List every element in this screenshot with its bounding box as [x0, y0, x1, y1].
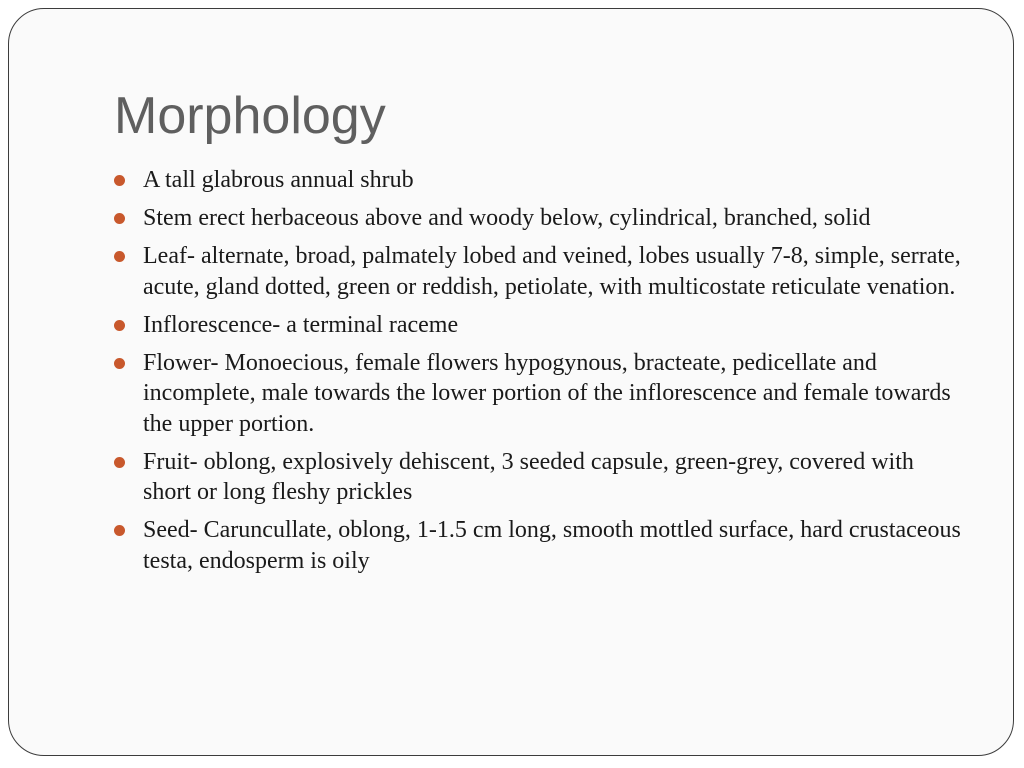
bullet-item [143, 241, 963, 302]
bullet-dot-icon [114, 175, 125, 186]
bullet-text: A tall glabrous annual shrub [143, 167, 414, 193]
bullet-dot-icon [114, 320, 125, 331]
bullet-dot-icon [114, 213, 125, 224]
bullet-dot-icon [114, 358, 125, 369]
bullet-list [143, 165, 963, 584]
bullet-item [143, 165, 963, 196]
bullet-text: Stem erect herbaceous above and woody below, cylindrical, branched, solid [143, 205, 871, 231]
bullet-dot-icon [114, 525, 125, 536]
bullet-text: Flower- Monoecious, female flowers hypogynous, bracteate, pedicellate and incomplete, male towards the lower portion of the inflorescence and female towards the upper portion. [143, 349, 951, 437]
slide-title: Morphology [114, 87, 386, 145]
bullet-text: Leaf- alternate, broad, palmately lobed and veined, lobes usually 7-8, simple, serrate, acute, gland dotted, green or reddish, petiolate, with multicostate reticulate venation. [143, 243, 961, 300]
bullet-text: Inflorescence- a terminal raceme [143, 311, 459, 338]
bullet-item [143, 203, 963, 234]
bullet-text: Seed- Caruncullate, oblong, 1-1.5 cm long, smooth mottled surface, hard crustaceous testa, endosperm is oily [143, 517, 961, 574]
bullet-text: Fruit- oblong, explosively dehiscent, 3 seeded capsule, green-grey, covered with short or long fleshy prickles [143, 448, 914, 505]
bullet-dot-icon [114, 457, 125, 468]
bullet-item [143, 310, 963, 341]
bullet-item [143, 515, 963, 576]
bullet-dot-icon [114, 251, 125, 262]
bullet-item [143, 447, 963, 508]
bullet-item [143, 348, 963, 440]
